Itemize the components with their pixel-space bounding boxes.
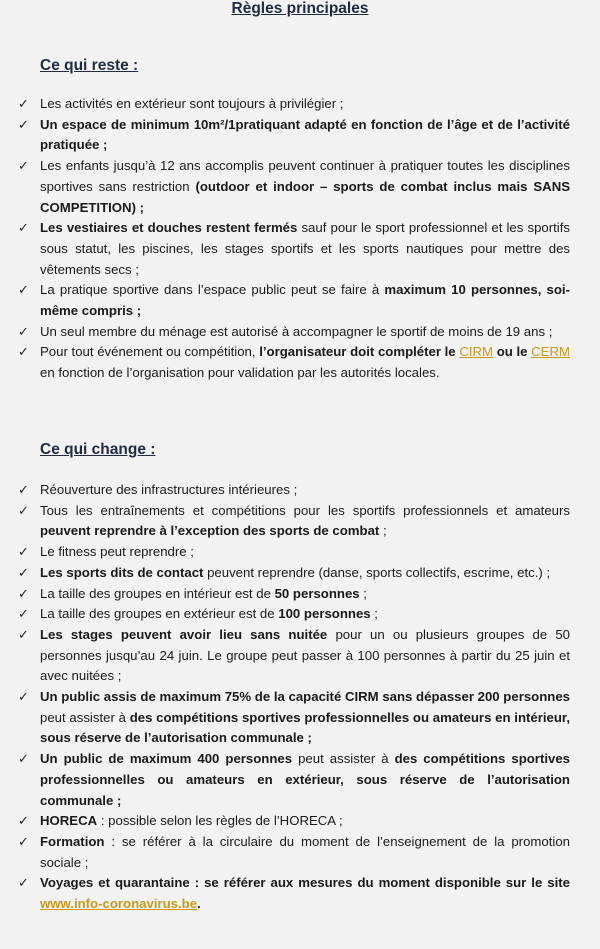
list-item bbox=[0, 342, 600, 383]
item-text: Les vestiaires et douches restent fermés bbox=[40, 220, 298, 236]
item-text: ou le bbox=[493, 344, 532, 360]
item-text: La pratique sportive dans l’espace public peut se faire à bbox=[40, 282, 385, 298]
checkmark-icon: ✓ bbox=[18, 875, 29, 891]
item-text: Tous les entraînements et compétitions pour les sportifs professionnels et amateurs bbox=[40, 502, 570, 518]
item-text: Le fitness peut reprendre ; bbox=[40, 544, 194, 560]
checkmark-icon: ✓ bbox=[18, 282, 29, 298]
item-text: 100 personnes bbox=[278, 606, 371, 622]
list-item bbox=[0, 687, 600, 749]
list-item bbox=[0, 115, 600, 156]
item-text: Réouverture des infrastructures intérieures ; bbox=[40, 482, 298, 497]
link-www-info-coronavirus-be[interactable]: www.info-coronavirus.be bbox=[40, 896, 198, 912]
list-item bbox=[0, 480, 600, 501]
checkmark-icon: ✓ bbox=[18, 323, 29, 339]
section-heading-reste: Ce qui reste : bbox=[40, 57, 139, 74]
item-text: HORECA bbox=[40, 813, 98, 829]
item-text: des compétitions sportives professionnelles ou amateurs en extérieur, sous réserve de l’autorisation communale ; bbox=[40, 751, 570, 808]
item-text: pour un ou plusieurs groupes de 50 personnes jusqu’au 24 juin. Le groupe peut passer à 100 personnes à partir du 25 juin et avec nuitées ; bbox=[40, 626, 570, 684]
list-item bbox=[0, 749, 600, 811]
item-text: ; bbox=[370, 606, 378, 622]
checkmark-icon: ✓ bbox=[18, 751, 29, 767]
item-text: Les enfants jusqu’à 12 ans accomplis peuvent continuer à pratiquer toutes les disciplines sportives sans restriction bbox=[40, 158, 570, 194]
checkmark-icon: ✓ bbox=[18, 344, 29, 360]
list-item bbox=[0, 584, 600, 605]
item-text: Un public de maximum 400 personnes bbox=[40, 751, 293, 767]
checkmark-icon: ✓ bbox=[18, 564, 29, 580]
item-text: peut assister à bbox=[40, 709, 130, 725]
item-text: l’organisateur doit compléter le bbox=[259, 344, 460, 360]
item-text: peuvent reprendre (danse, sports collectifs, escrime, etc.) ; bbox=[203, 564, 551, 580]
link-cirm[interactable]: CIRM bbox=[459, 344, 494, 360]
item-text: ; bbox=[379, 523, 387, 539]
item-text: (outdoor et indoor – sports de combat inclus mais SANS COMPETITION) ; bbox=[40, 178, 571, 215]
checkmark-icon: ✓ bbox=[18, 813, 29, 829]
list-item bbox=[0, 873, 600, 914]
list-item bbox=[0, 604, 600, 625]
item-text: : possible selon les règles de l’HORECA ; bbox=[97, 813, 343, 829]
item-text: Formation bbox=[40, 833, 105, 849]
list-item bbox=[0, 322, 600, 343]
item-text: . bbox=[197, 896, 201, 912]
checkmark-icon: ✓ bbox=[18, 482, 29, 497]
item-text: Voyages et quarantaine : se référer aux mesures du moment disponible sur le site bbox=[40, 875, 570, 891]
list-item bbox=[0, 94, 600, 115]
item-text: Les activités en extérieur sont toujours à privilégier ; bbox=[40, 96, 344, 111]
section-heading-change: Ce qui change : bbox=[40, 441, 156, 458]
checkmark-icon: ✓ bbox=[18, 544, 29, 560]
checkmark-icon: ✓ bbox=[18, 689, 29, 705]
item-text: ; bbox=[359, 585, 367, 601]
checkmark-icon: ✓ bbox=[18, 96, 29, 111]
checkmark-icon: ✓ bbox=[18, 116, 29, 132]
checkmark-icon: ✓ bbox=[18, 833, 29, 849]
list-reste bbox=[0, 94, 600, 384]
list-item bbox=[0, 542, 600, 563]
item-text: 50 personnes bbox=[274, 585, 360, 601]
list-change bbox=[0, 480, 600, 915]
item-text: Un espace de minimum 10m²/1pratiquant adapté en fonction de l’âge et de l’activité pratiquée ; bbox=[40, 116, 570, 153]
list-item bbox=[0, 156, 600, 218]
list-item bbox=[0, 218, 600, 280]
item-text: en fonction de l’organisation pour validation par les autorités locales. bbox=[40, 365, 440, 381]
checkmark-icon: ✓ bbox=[18, 585, 29, 601]
link-cerm[interactable]: CERM bbox=[531, 344, 570, 360]
checkmark-icon: ✓ bbox=[18, 626, 29, 642]
page-title: Règles principales bbox=[231, 0, 369, 17]
item-text: Les sports dits de contact bbox=[40, 564, 204, 580]
item-text: : se référer à la circulaire du moment de l’enseignement de la promotion sociale ; bbox=[40, 833, 570, 870]
list-item bbox=[0, 832, 600, 873]
checkmark-icon: ✓ bbox=[18, 502, 29, 518]
item-text: maximum 10 personnes, soi-même compris ; bbox=[40, 282, 570, 319]
list-item bbox=[0, 625, 600, 687]
item-text: La taille des groupes en extérieur est de bbox=[40, 606, 279, 622]
item-text: des compétitions sportives professionnelles ou amateurs en intérieur, sous réserve de l’autorisation communale ; bbox=[40, 709, 570, 746]
checkmark-icon: ✓ bbox=[18, 158, 29, 174]
checkmark-icon: ✓ bbox=[18, 220, 29, 236]
item-text: Les stages peuvent avoir lieu sans nuitée bbox=[40, 626, 328, 642]
item-text: sauf pour le sport professionnel et les sportifs sous statut, les piscines, les stages sportifs et les sports nautiques pour mettre des vêtements secs ; bbox=[40, 220, 570, 277]
item-text: peut assister à bbox=[292, 751, 395, 767]
item-text: La taille des groupes en intérieur est de bbox=[40, 585, 275, 601]
item-text: Un public assis de maximum 75% de la capacité CIRM sans dépasser 200 personnes bbox=[40, 689, 570, 705]
checkmark-icon: ✓ bbox=[18, 606, 29, 622]
list-item bbox=[0, 501, 600, 542]
list-item bbox=[0, 280, 600, 321]
item-text: peuvent reprendre à l’exception des sports de combat bbox=[40, 523, 380, 539]
list-item bbox=[0, 563, 600, 584]
item-text: Un seul membre du ménage est autorisé à accompagner le sportif de moins de 19 ans ; bbox=[40, 323, 553, 339]
list-item bbox=[0, 811, 600, 832]
item-text: Pour tout événement ou compétition, bbox=[40, 344, 260, 360]
